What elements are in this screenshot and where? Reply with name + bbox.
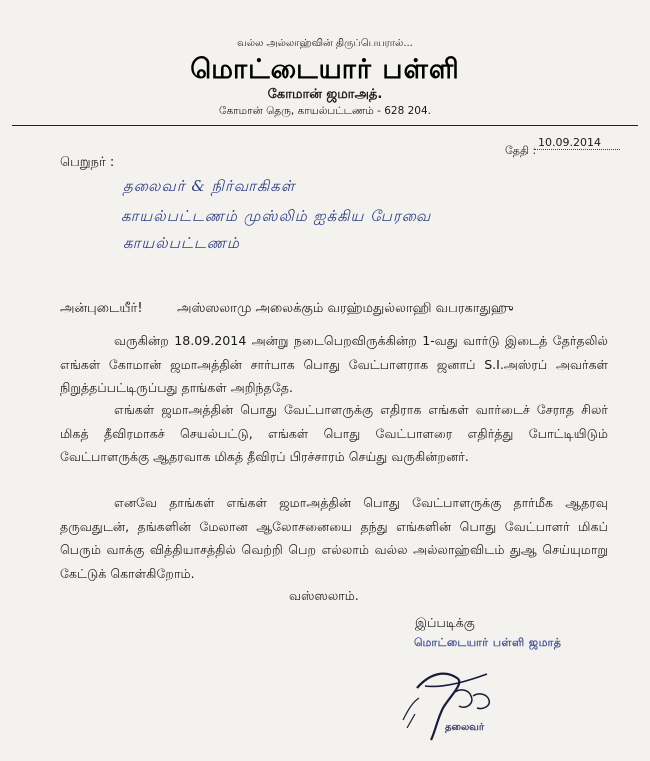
invocation-line: வல்ல அல்லாஹ்வின் திருப்பெயரால்... xyxy=(237,38,413,49)
date-label: தேதி : xyxy=(505,144,537,157)
salutation: அஸ்ஸலாமு அலைக்கும் வரஹ்மதுல்லாஹி வபரகாதுஹு xyxy=(177,301,514,316)
organization-stamp: மொட்டையார் பள்ளி ஜமாத் xyxy=(414,636,562,649)
recipient-handwritten-line: தலைவர் & நிர்வாகிகள் xyxy=(123,177,296,195)
body-paragraph: எனவே தாங்கள் எங்கள் ஜமாஅத்தின் பொது வேட்பாளருக்கு தார்மீக ஆதரவு தருவதுடன், தங்களின் மேலான ஆலோசனையை தந்து எங்களின் பொது வேட்பாளர் மிகப் பெரும் வாக்கு வித்தியாசத்தில் வெற்றி பெற எல்லாம் வல்ல அல்லாஹ்விடம் துஆ செய்யுமாறு கேட்டுக் கொள்கிறோம். xyxy=(60,495,608,581)
greeting: அன்புடையீர்! xyxy=(60,301,143,316)
closing-salutation: வஸ்ஸலாம். xyxy=(289,588,359,603)
organization-address: கோமான் தெரு, காயல்பட்டணம் - 628 204. xyxy=(218,105,431,117)
organization-subtitle: கோமான் ஜமாஅத். xyxy=(267,87,383,102)
organization-name: மொட்டையார் பள்ளி xyxy=(190,54,460,85)
date-dotted-line xyxy=(534,149,620,150)
yours-line: இப்படிக்கு xyxy=(415,615,475,630)
letterhead-divider xyxy=(12,125,638,126)
recipient-handwritten-line: காயல்பட்டணம் xyxy=(123,234,240,252)
recipient-handwritten-line: காயல்பட்டணம் முஸ்லிம் ஐக்கிய பேரவை xyxy=(121,207,432,225)
signatory-role: தலைவர் xyxy=(445,722,485,733)
date-value: 10.09.2014 xyxy=(538,136,601,149)
body-paragraph: வருகின்ற 18.09.2014 அன்று நடைபெறவிருக்கின்ற 1-வது வார்டு இடைத் தேர்தலில் எங்கள் கோமான் ஜமாஅத்தின் சார்பாக பொது வேட்பாளராக ஜனாப் S.I.அஸ்ரப் அவர்கள் நிறுத்தப்பட்டிருப்பது தாங்கள் அறிந்ததே. xyxy=(60,333,608,395)
body-paragraph: எங்கள் ஜமாஅத்தின் பொது வேட்பாளருக்கு எதிராக எங்கள் வார்டைச் சேராத சிலர் மிகத் தீவிரமாகச் செயல்பட்டு, எங்கள் பொது வேட்பாளரை எதிர்த்து போட்டியிடும் வேட்பாளருக்கு ஆதரவாக மிகத் தீவிரப் பிரச்சாரம் செய்து வருகின்றனர். xyxy=(60,402,608,464)
recipient-label: பெறுநர் : xyxy=(60,155,115,170)
